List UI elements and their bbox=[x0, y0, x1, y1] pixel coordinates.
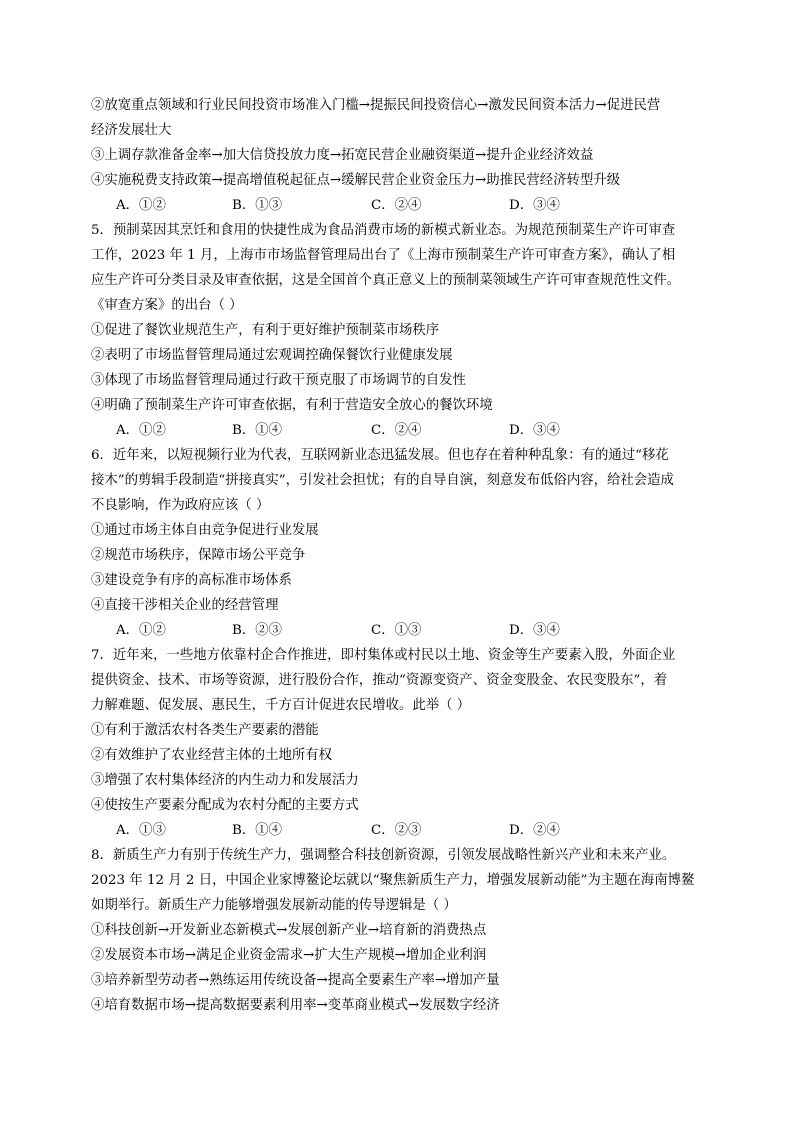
q7-option-c: C．②③ bbox=[371, 823, 422, 838]
q4-option-c: C．②④ bbox=[371, 198, 422, 213]
q4-option-b: B．①③ bbox=[232, 198, 283, 213]
q4-option-d: D．③④ bbox=[509, 198, 560, 213]
q7-stem-3: 力解难题、促发展、惠民生，千方百计促进农民增收。此举（ ） bbox=[91, 698, 471, 713]
q6-option-b: B．②③ bbox=[232, 623, 283, 638]
q6-choice-1: ①通过市场主体自由竞争促进行业发展 bbox=[91, 523, 319, 538]
q4-option-a: A．①② bbox=[116, 198, 166, 213]
q8-stem-2: 2023 年 12 月 2 日，中国企业家博鳌论坛就以“聚焦新质生产力，增强发展新动能”为主题在海南博鳌 bbox=[91, 873, 695, 888]
q5-stem-4: 《审查方案》的出台（ ） bbox=[91, 298, 243, 313]
q6-choice-2: ②规范市场秩序，保障市场公平竞争 bbox=[91, 548, 306, 563]
q7-stem-1: 7．近年来，一些地方依靠村企合作推进，即村集体或村民以土地、资金等生产要素入股，外面企业 bbox=[91, 648, 676, 663]
q8-choice-3: ③培养新型劳动者→熟练运用传统设备→提高全要素生产率→增加产量 bbox=[91, 973, 500, 988]
q4-choice-2-cont: 经济发展壮大 bbox=[91, 123, 172, 138]
q8-choice-4: ④培育数据市场→提高数据要素利用率→变革商业模式→发展数字经济 bbox=[91, 998, 500, 1013]
q6-option-d: D．③④ bbox=[509, 623, 560, 638]
q7-choice-3: ③增强了农村集体经济的内生动力和发展活力 bbox=[91, 773, 359, 788]
q6-stem-3: 不良影响，作为政府应该（ ） bbox=[91, 498, 270, 513]
q5-option-a: A．①② bbox=[116, 423, 166, 438]
q5-options bbox=[0, 422, 794, 440]
q8-stem-1: 8．新质生产力有别于传统生产力，强调整合科技创新资源，引领发展战略性新兴产业和未来产业。 bbox=[91, 848, 676, 863]
q6-choice-4: ④直接干涉相关企业的经营管理 bbox=[91, 598, 279, 613]
q5-option-c: C．②④ bbox=[371, 423, 422, 438]
q4-choice-4: ④实施税费支持政策→提高增值税起征点→缓解民营企业资金压力→助推民营经济转型升级 bbox=[91, 173, 621, 188]
q5-choice-1: ①促进了餐饮业规范生产，有利于更好维护预制菜市场秩序 bbox=[91, 323, 440, 338]
q6-stem-2: 接木”的剪辑手段制造“拼接真实”，引发社会担忧；有的自导自演，刻意发布低俗内容，给社会造成 bbox=[91, 473, 674, 488]
q7-choice-1: ①有利于激活农村各类生产要素的潜能 bbox=[91, 723, 319, 738]
q5-stem-3: 应生产许可分类目录及审查依据，这是全国首个真正意义上的预制菜领域生产许可审查规范性文件。 bbox=[91, 273, 681, 288]
q5-choice-2: ②表明了市场监督管理局通过宏观调控确保餐饮行业健康发展 bbox=[91, 348, 453, 363]
q8-choice-1: ①科技创新→开发新业态新模式→发展创新产业→培育新的消费热点 bbox=[91, 923, 487, 938]
q5-stem-2: 工作，2023 年 1 月，上海市市场监督管理局出台了《上海市预制菜生产许可审查方案》，确认了相 bbox=[91, 248, 676, 263]
q5-choice-4: ④明确了预制菜生产许可审查依据，有利于营造安全放心的餐饮环境 bbox=[91, 398, 493, 413]
q8-choice-2: ②发展资本市场→满足企业资金需求→扩大生产规模→增加企业利润 bbox=[91, 948, 487, 963]
q5-option-d: D．③④ bbox=[509, 423, 560, 438]
q7-choice-4: ④使按生产要素分配成为农村分配的主要方式 bbox=[91, 798, 359, 813]
q5-option-b: B．①④ bbox=[232, 423, 283, 438]
q7-option-d: D．②④ bbox=[509, 823, 560, 838]
q5-stem-1: 5．预制菜因其烹饪和食用的快捷性成为食品消费市场的新模式新业态。为规范预制菜生产许可审查 bbox=[91, 223, 676, 238]
q4-choice-3: ③上调存款准备金率→加大信贷投放力度→拓宽民营企业融资渠道→提升企业经济效益 bbox=[91, 148, 594, 163]
q7-choice-2: ②有效维护了农业经营主体的土地所有权 bbox=[91, 748, 333, 763]
q7-option-b: B．①④ bbox=[232, 823, 283, 838]
q6-option-a: A．①② bbox=[116, 623, 166, 638]
q7-option-a: A．①③ bbox=[116, 823, 166, 838]
q4-options bbox=[0, 197, 794, 215]
q4-choice-2: ②放宽重点领域和行业民间投资市场准入门槛→提振民间投资信心→激发民间资本活力→促进民营 bbox=[91, 98, 661, 113]
q7-options bbox=[0, 822, 794, 840]
q8-stem-3: 如期举行。新质生产力能够增强发展新动能的传导逻辑是（ ） bbox=[91, 898, 457, 913]
q5-choice-3: ③体现了市场监督管理局通过行政干预克服了市场调节的自发性 bbox=[91, 373, 466, 388]
q6-stem-1: 6．近年来，以短视频行业为代表，互联网新业态迅猛发展。但也存在着种种乱象：有的通过“移花 bbox=[91, 448, 669, 463]
q7-stem-2: 提供资金、技术、市场等资源，进行股份合作，推动“资源变资产、资金变股金、农民变股东”，着 bbox=[91, 673, 668, 688]
q6-options bbox=[0, 622, 794, 640]
q6-option-c: C．①③ bbox=[371, 623, 422, 638]
q6-choice-3: ③建设竞争有序的高标准市场体系 bbox=[91, 573, 292, 588]
